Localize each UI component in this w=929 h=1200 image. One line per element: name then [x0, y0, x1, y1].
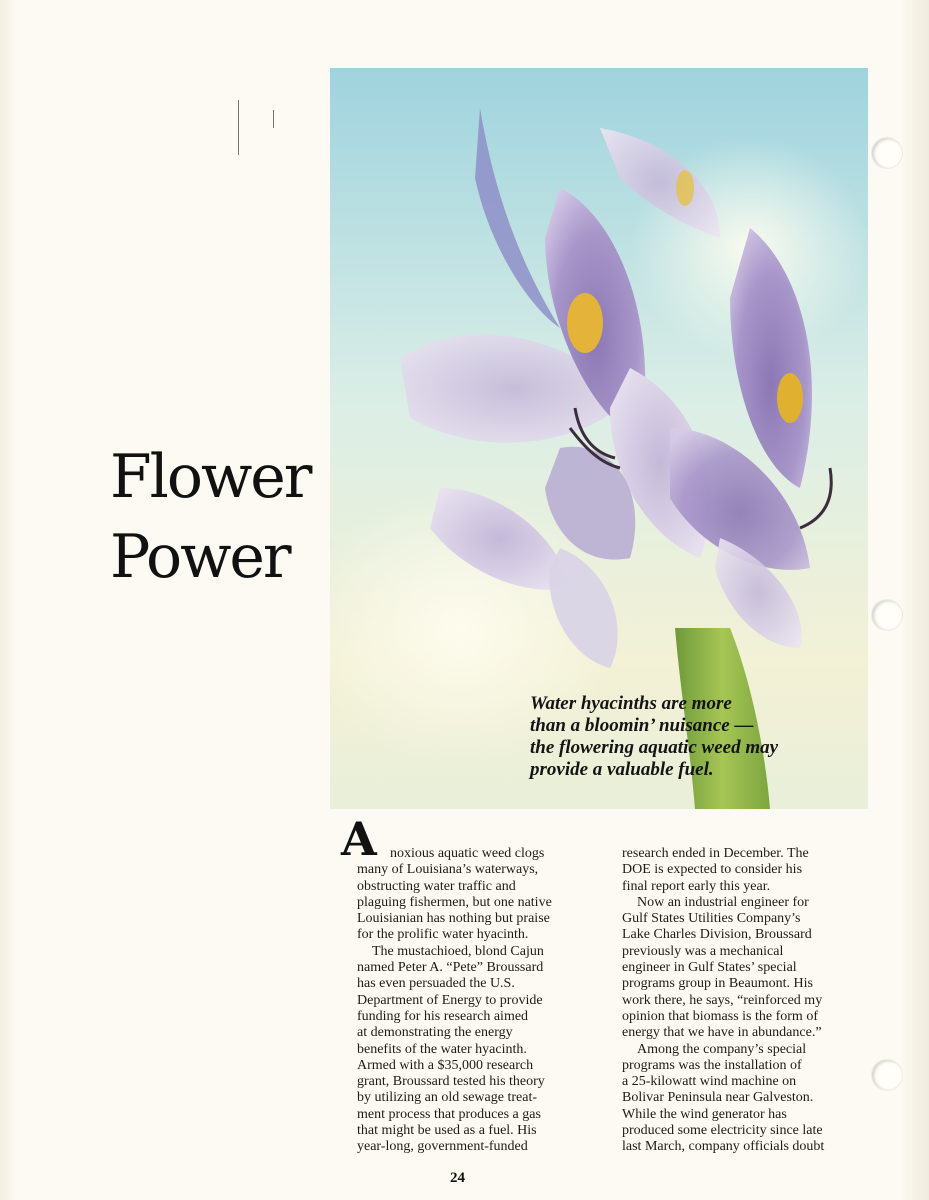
article-column-2 [622, 846, 872, 1156]
body-line: that might be used as a fuel. His [357, 1123, 537, 1139]
article-title [110, 437, 320, 597]
body-line: has even persuaded the U.S. [357, 976, 515, 992]
body-line: energy that we have in abundance.” [622, 1025, 822, 1041]
body-line: programs group in Beaumont. His [622, 976, 813, 992]
body-line: Now an industrial engineer for [637, 894, 809, 910]
body-line: benefits of the water hyacinth. [357, 1041, 527, 1057]
caption-line: the flowering aquatic weed may [530, 737, 779, 758]
body-line: named Peter A. “Pete” Broussard [357, 960, 544, 976]
caption-line: provide a valuable fuel. [530, 759, 714, 780]
body-line: final report early this year. [622, 878, 771, 894]
crop-mark [238, 100, 239, 155]
body-line: opinion that biomass is the form of [622, 1008, 818, 1024]
body-line: research ended in December. The [622, 846, 809, 861]
body-line: ment process that produces a gas [357, 1106, 541, 1122]
title-line-1: Flower [110, 442, 311, 512]
body-line: obstructing water traffic and [357, 878, 516, 894]
body-line: Among the company’s special [637, 1041, 807, 1057]
binder-hole-bottom [872, 1060, 902, 1090]
body-line: year-long, government-funded [357, 1139, 528, 1155]
drop-cap: A [341, 812, 377, 866]
body-line: Armed with a $35,000 research [357, 1057, 534, 1073]
body-line: for the prolific water hyacinth. [357, 927, 529, 943]
body-line: at demonstrating the energy [357, 1025, 513, 1041]
body-line: previously was a mechanical [622, 943, 784, 959]
binder-hole-top [872, 138, 902, 168]
body-line: engineer in Gulf States’ special [622, 960, 797, 976]
page-number: 24 [450, 1170, 465, 1186]
body-line: by utilizing an old sewage treat- [357, 1090, 537, 1106]
body-line: plaguing fishermen, but one native [357, 894, 552, 910]
body-line: work there, he says, “reinforced my [622, 992, 823, 1008]
article-column-1 [357, 846, 597, 1156]
body-line: last March, company officials doubt [622, 1139, 825, 1155]
body-line: programs was the installation of [622, 1057, 802, 1073]
body-line: Gulf States Utilities Company’s [622, 911, 801, 927]
crop-mark [273, 110, 274, 128]
body-line: a 25-kilowatt wind machine on [622, 1074, 797, 1090]
body-line: Lake Charles Division, Broussard [622, 927, 812, 943]
body-line: funding for his research aimed [357, 1008, 529, 1024]
body-line: The mustachioed, blond Cajun [372, 943, 544, 959]
body-line: Bolivar Peninsula near Galveston. [622, 1090, 814, 1106]
title-line-2: Power [110, 522, 290, 592]
caption-line: than a bloomin’ nuisance — [530, 715, 754, 736]
caption-line: Water hyacinths are more [530, 693, 732, 714]
body-line: grant, Broussard tested his theory [357, 1074, 545, 1090]
photo-caption [530, 693, 870, 781]
body-line: DOE is expected to consider his [622, 862, 803, 878]
body-line: produced some electricity since late [622, 1123, 823, 1139]
body-line: While the wind generator has [622, 1106, 787, 1122]
binder-hole-middle [872, 600, 902, 630]
body-line: many of Louisiana’s waterways, [357, 862, 539, 878]
body-line: noxious aquatic weed clogs [390, 846, 545, 861]
body-line: Department of Energy to provide [357, 992, 543, 1008]
body-line: Louisianian has nothing but praise [357, 911, 550, 927]
